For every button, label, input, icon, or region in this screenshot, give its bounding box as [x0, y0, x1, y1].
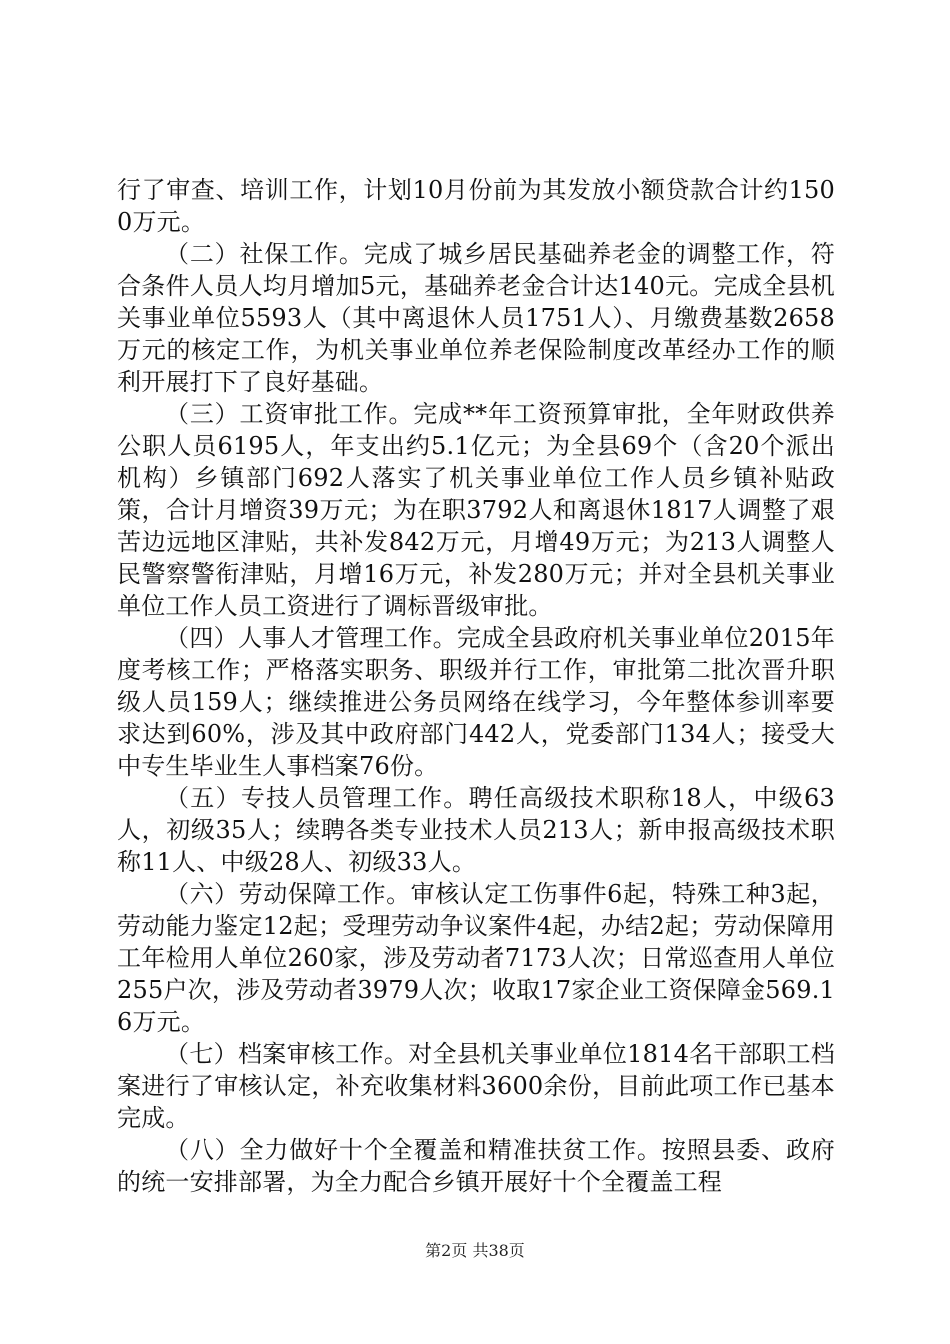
page-number-footer: 第2页 共38页 [425, 1241, 525, 1260]
paragraph-wage-approval: （三）工资审批工作。完成**年工资预算审批，全年财政供养公职人员6195人，年支出约5.1亿元；为全县69个（含20个派出机构）乡镇部门692人落实了机关事业单位工作人员乡镇补贴政策，合计月增资39万元；为在职3792人和离退休1817人调整了艰苦边远地区津贴，共补发842万元，月增49万元；为213人调整人民警察警衔津贴，月增16万元，补发280万元；并对全县机关事业单位工作人员工资进行了调标晋级审批。 [117, 400, 835, 620]
document-body [117, 174, 835, 1198]
paragraph-continuation: 行了审查、培训工作，计划10月份前为其发放小额贷款合计约1500万元。 [117, 176, 835, 236]
paragraph-personnel-management: （四）人事人才管理工作。完成全县政府机关事业单位2015年度考核工作；严格落实职务、职级并行工作，审批第二批次晋升职级人员159人；继续推进公务员网络在线学习，今年整体参训率要求达到60%，涉及其中政府部门442人，党委部门134人；接受大中专生毕业生人事档案76份。 [117, 624, 835, 780]
paragraph-social-security: （二）社保工作。完成了城乡居民基础养老金的调整工作，符合条件人员人均月增加5元，基础养老金合计达140元。完成全县机关事业单位5593人（其中离退休人员1751人）、月缴费基数2658万元的核定工作，为机关事业单位养老保险制度改革经办工作的顺利开展打下了良好基础。 [117, 240, 835, 396]
paragraph-archive-review: （七）档案审核工作。对全县机关事业单位1814名干部职工档案进行了审核认定，补充收集材料3600余份，目前此项工作已基本完成。 [117, 1040, 835, 1132]
paragraph-poverty-alleviation: （八）全力做好十个全覆盖和精准扶贫工作。按照县委、政府的统一安排部署，为全力配合乡镇开展好十个全覆盖工程 [117, 1136, 835, 1196]
paragraph-labor-security: （六）劳动保障工作。审核认定工伤事件6起，特殊工种3起，劳动能力鉴定12起；受理劳动争议案件4起，办结2起；劳动保障用工年检用人单位260家，涉及劳动者7173人次；日常巡查用人单位255户次，涉及劳动者3979人次；收取17家企业工资保障金569.16万元。 [117, 880, 835, 1036]
paragraph-technical-staff: （五）专技人员管理工作。聘任高级技术职称18人，中级63人，初级35人；续聘各类专业技术人员213人；新申报高级技术职称11人、中级28人、初级33人。 [117, 784, 835, 876]
